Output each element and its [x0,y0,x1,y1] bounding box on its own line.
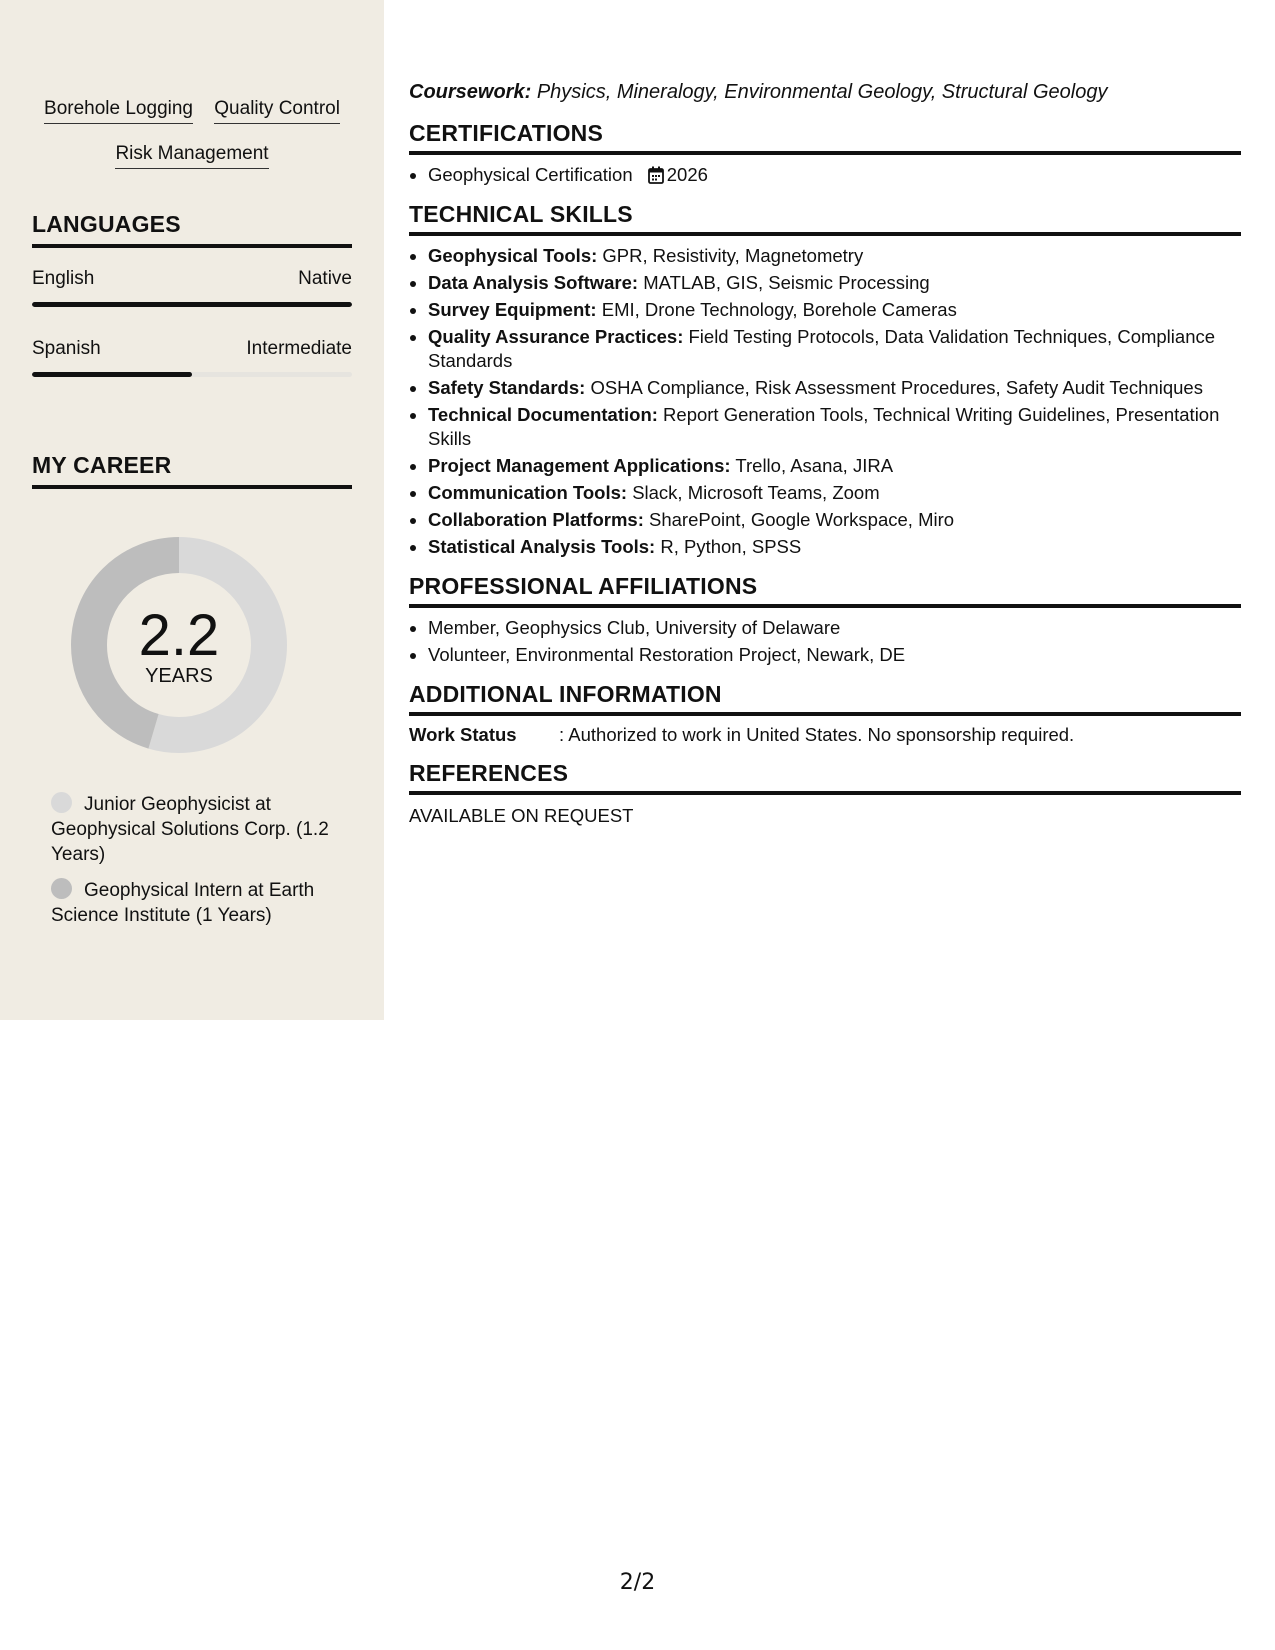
certification-item [428,163,1241,187]
skill-value: SharePoint, Google Workspace, Miro [649,509,955,530]
work-status-label: Work Status [409,724,517,745]
skill-value: Slack, Microsoft Teams, Zoom [632,482,880,503]
language-proficiency-fill [32,302,352,307]
language-level: Native [298,268,352,289]
language-name: English [32,268,95,289]
main-content [409,78,1241,827]
skill-item [428,535,1241,559]
skill-item [428,244,1241,268]
additional-info-section [409,681,1241,746]
skill-label: Technical Documentation: [428,404,658,425]
certification-year: 2026 [666,164,708,185]
skill-tag: Risk Management [115,142,268,169]
skill-tag: Quality Control [214,97,340,124]
skill-label: Geophysical Tools: [428,245,598,266]
skill-label: Quality Assurance Practices: [428,326,684,347]
skill-value: Trello, Asana, JIRA [735,455,894,476]
career-legend-dot [51,878,72,899]
sidebar [0,0,384,1020]
skill-label: Statistical Analysis Tools: [428,536,656,557]
language-proficiency-bar [32,302,352,307]
skill-label: Project Management Applications: [428,455,731,476]
skill-item [428,403,1241,451]
skill-label: Collaboration Platforms: [428,509,644,530]
certifications-section [409,120,1241,187]
affiliations-heading: PROFESSIONAL AFFILIATIONS [409,573,1241,608]
work-status-value: : Authorized to work in United States. No sponsorship required. [559,724,1075,745]
career-item [51,878,341,928]
skill-item [428,481,1241,505]
work-status-row [409,724,1241,746]
language-proficiency-bar [32,372,352,377]
skill-value: Report Generation Tools, Technical Writing Guidelines, Presentation Skills [428,404,1220,449]
language-english [32,268,352,307]
skill-tag: Borehole Logging [44,97,193,124]
skill-item [428,271,1241,295]
affiliation-item: • Member, Geophysics Club, University of Delaware [428,616,1241,640]
skill-value: MATLAB, GIS, Seismic Processing [643,272,930,293]
career-list [51,792,341,939]
technical-skills-heading: TECHNICAL SKILLS [409,201,1241,236]
skill-item [428,454,1241,478]
skill-value: EMI, Drone Technology, Borehole Cameras [601,299,957,320]
affiliations-section [409,573,1241,667]
career-legend-dot [51,792,72,813]
skill-value: Field Testing Protocols, Data Validation Techniques, Compliance Standards [428,326,1216,371]
career-item-text: Geophysical Intern at Earth Science Institute (1 Years) [51,880,315,926]
page-number: 2/2 [619,1570,656,1595]
affiliation-item: • Volunteer, Environmental Restoration Project, Newark, DE [428,643,1241,667]
additional-info-heading: ADDITIONAL INFORMATION [409,681,1241,716]
references-text: AVAILABLE ON REQUEST [409,805,634,826]
skill-item [428,325,1241,373]
calendar-icon [648,166,664,184]
skill-label: Survey Equipment: [428,299,597,320]
references-heading: REFERENCES [409,760,1241,795]
technical-skills-section [409,201,1241,559]
skill-label: Communication Tools: [428,482,628,503]
skill-value: OSHA Compliance, Risk Assessment Procedures, Safety Audit Techniques [590,377,1203,398]
skill-item [428,508,1241,532]
career-heading: MY CAREER [32,452,352,489]
language-level: Intermediate [246,338,352,359]
skill-label: Safety Standards: [428,377,586,398]
career-total-years: 2.2 [138,603,220,668]
language-spanish [32,338,352,377]
skill-value: R, Python, SPSS [660,536,802,557]
skill-tags [32,86,352,176]
skill-item [428,298,1241,322]
career-item [51,792,341,867]
references-section [409,760,1241,827]
languages-heading: LANGUAGES [32,211,352,248]
skill-value: GPR, Resistivity, Magnetometry [602,245,864,266]
career-item-text: Junior Geophysicist at Geophysical Solutions Corp. (1.2 Years) [51,794,329,865]
coursework-value: Physics, Mineralogy, Environmental Geology, Structural Geology [536,81,1108,103]
coursework-label: Coursework: [409,81,532,103]
language-proficiency-fill [32,372,192,377]
certifications-heading: CERTIFICATIONS [409,120,1241,155]
coursework [409,78,1241,106]
career-total-unit: YEARS [145,665,213,687]
language-name: Spanish [32,338,101,359]
skill-label: Data Analysis Software: [428,272,639,293]
skill-item [428,376,1241,400]
certification-name: Geophysical Certification [428,164,633,185]
